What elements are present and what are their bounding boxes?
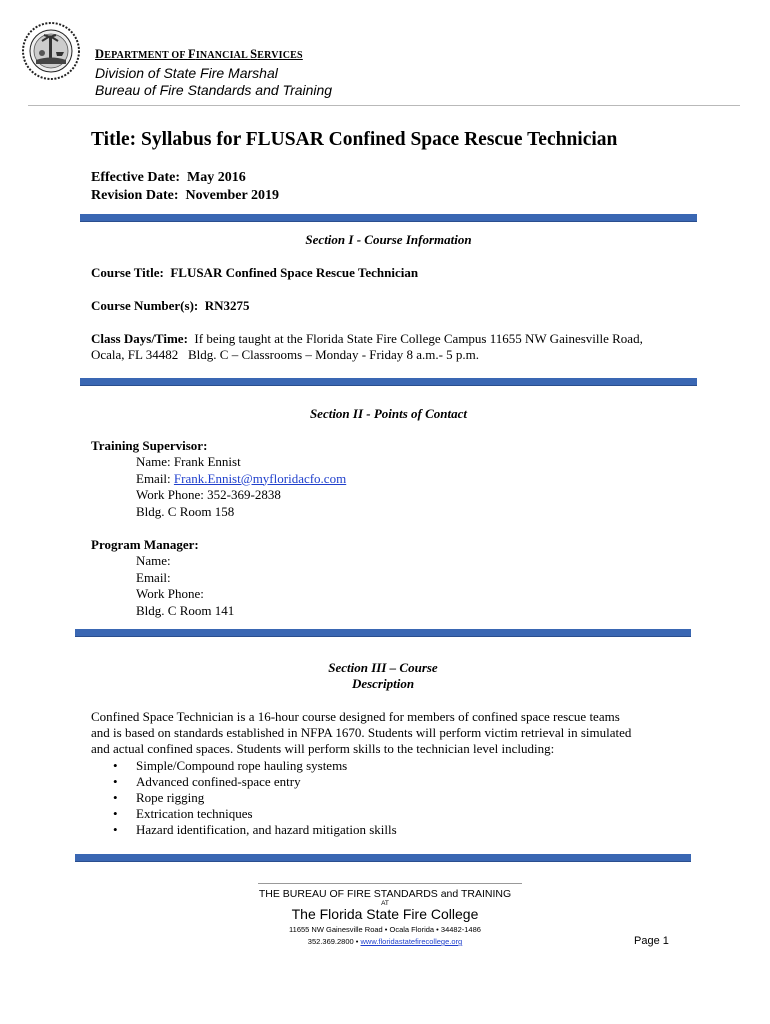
section-divider-bar [80, 214, 697, 222]
section-divider-bar [75, 629, 691, 637]
program-manager-label: Program Manager: [91, 537, 199, 552]
list-item: • Simple/Compound rope hauling systems [91, 758, 631, 774]
footer-divider [258, 883, 522, 884]
supervisor-room: Bldg. C Room 158 [136, 503, 235, 519]
list-item: • Advanced confined-space entry [91, 774, 631, 790]
manager-phone: Work Phone: [136, 586, 204, 601]
footer-website-link[interactable]: www.floridastatefirecollege.org [360, 937, 463, 946]
footer-bureau: THE BUREAU OF FIRE STANDARDS and TRAINING [258, 888, 512, 900]
revision-date: Revision Date: November 2019 [91, 188, 279, 203]
program-manager-details [136, 553, 234, 619]
class-location: Ocala, FL 34482 Bldg. C – Classrooms – Monday - Friday 8 a.m.- 5 p.m. [91, 347, 480, 362]
division-name: Division of State Fire Marshal [95, 65, 278, 81]
footer-contact: 352.369.2800 • www.floridastatefirecollege.org [307, 937, 463, 946]
training-supervisor-label: Training Supervisor: [91, 438, 208, 453]
course-title: Course Title: FLUSAR Confined Space Rescue Technician [91, 265, 419, 280]
bureau-name: Bureau of Fire Standards and Training [95, 82, 333, 98]
supervisor-email-link[interactable]: Frank.Ennist@myfloridacfo.com [173, 470, 347, 486]
list-item: • Extrication techniques [91, 806, 631, 822]
list-item: • Hazard identification, and hazard mitigation skills [91, 822, 631, 838]
section-1-heading: Section I - Course Information [305, 232, 472, 247]
training-supervisor-details [136, 454, 346, 520]
supervisor-email: Email: Frank.Ennist@myfloridacfo.com [136, 470, 347, 486]
supervisor-phone: Work Phone: 352-369-2838 [136, 487, 281, 502]
manager-email: Email: [136, 569, 171, 585]
manager-name: Name: [136, 553, 171, 568]
supervisor-name: Name: Frank Ennist [136, 454, 241, 469]
footer-college: The Florida State Fire College [291, 906, 479, 922]
header-divider [28, 105, 740, 106]
document-title: Title: Syllabus for FLUSAR Confined Space Rescue Technician [91, 129, 618, 150]
florida-seal-icon [22, 22, 80, 80]
section-divider-bar [75, 854, 691, 862]
course-number: Course Number(s): RN3275 [91, 298, 250, 313]
section-divider-bar [80, 378, 697, 386]
footer-at: AT [381, 900, 389, 907]
section-3-heading: Section III – Course Description [328, 660, 438, 691]
manager-room: Bldg. C Room 141 [136, 602, 235, 618]
course-description: Confined Space Technician is a 16-hour course designed for members of confined space rescue teams and is based on standards established in NFPA 1670. Students will perform victim retrieval in simulated and actual confined spaces. Students will perform skills to the technician level including: • Simple/Compound rope hauling systems • Advanced confined-space entry • Rope rigging • Extrication techniques • Hazard identification, and hazard mitigation skills [91, 709, 631, 839]
department-name: DEPARTMENT OF FINANCIAL SERVICES [95, 47, 303, 61]
section-2-heading: Section II - Points of Contact [309, 406, 468, 421]
page-number: Page 1 [634, 935, 669, 947]
list-item: • Rope rigging [91, 790, 631, 806]
skills-list [91, 758, 631, 839]
footer-address: 11655 NW Gainesville Road • Ocala Florida • 34482-1486 [289, 925, 481, 934]
effective-date: Effective Date: May 2016 [91, 170, 246, 185]
class-days-time: Class Days/Time: If being taught at the Florida State Fire College Campus 11655 NW Gainesville Road, [91, 331, 643, 346]
